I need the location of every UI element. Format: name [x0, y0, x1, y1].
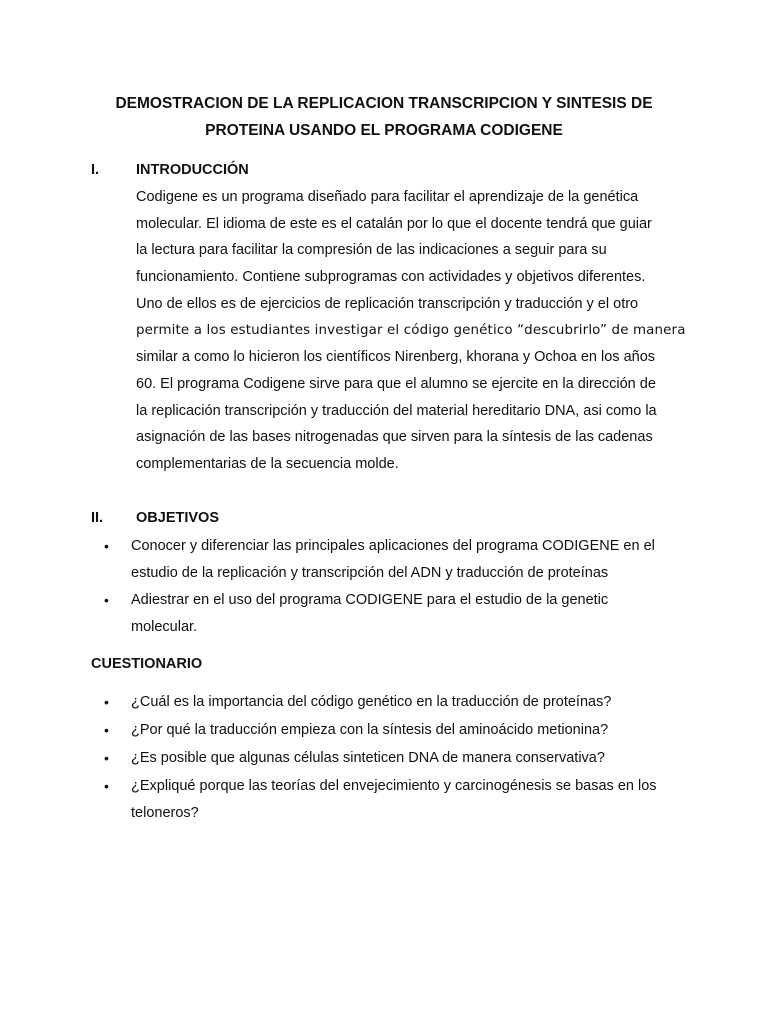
objetivos-list: [91, 533, 691, 641]
paragraph-line: permite a los estudiantes investigar el código genético “descubrirlo” de manera: [136, 322, 686, 338]
section-title: CUESTIONARIO: [91, 656, 203, 672]
title-line: DEMOSTRACION DE LA REPLICACION TRANSCRIPCION Y SINTESIS DE: [115, 95, 653, 112]
section-title: INTRODUCCIÓN: [136, 162, 249, 178]
list-item: [91, 533, 691, 587]
list-item: [91, 717, 691, 744]
document-title: [80, 91, 688, 144]
list-item-line: teloneros?: [131, 805, 199, 821]
bullet-icon: •: [104, 694, 109, 710]
bullet-icon: •: [104, 750, 109, 766]
list-item-line: Adiestrar en el uso del programa CODIGENE para el estudio de la genetic: [131, 592, 609, 608]
list-item-line: ¿Por qué la traducción empieza con la síntesis del aminoácido metionina?: [131, 722, 609, 738]
list-item: [91, 773, 691, 827]
list-item: [91, 587, 691, 641]
list-item: [91, 689, 691, 716]
introduccion-paragraph: [136, 184, 684, 478]
paragraph-line: funcionamiento. Contiene subprogramas con actividades y objetivos diferentes.: [136, 269, 646, 286]
paragraph-line: Uno de ellos es de ejercicios de replicación transcripción y traducción y el otro: [136, 295, 639, 312]
paragraph-line: similar a como lo hicieron los científicos Nirenberg, khorana y Ochoa en los años: [136, 349, 656, 366]
bullet-icon: •: [104, 722, 109, 738]
list-item-line: molecular.: [131, 619, 198, 635]
list-item-line: estudio de la replicación y transcripción del ADN y traducción de proteínas: [131, 565, 609, 581]
title-line: PROTEINA USANDO EL PROGRAMA CODIGENE: [205, 121, 563, 139]
list-item: [91, 745, 691, 772]
paragraph-line: la replicación transcripción y traducción del material hereditario DNA, asi como la: [136, 402, 657, 419]
section-number: II.: [91, 510, 104, 526]
paragraph-line: asignación de las bases nitrogenadas que sirven para la síntesis de las cadenas: [136, 429, 653, 446]
section-number: I.: [91, 162, 100, 178]
list-item-line: Conocer y diferenciar las principales aplicaciones del programa CODIGENE en el: [131, 538, 655, 554]
bullet-icon: •: [104, 778, 109, 794]
list-item-line: ¿Expliqué porque las teorías del envejecimiento y carcinogénesis se basas en los: [131, 778, 657, 794]
paragraph-line: la lectura para facilitar la compresión de las indicaciones a seguir para su: [136, 242, 607, 259]
list-item-line: ¿Cuál es la importancia del código genético en la traducción de proteínas?: [131, 694, 612, 710]
bullet-icon: •: [104, 592, 109, 608]
paragraph-line: Codigene es un programa diseñado para facilitar el aprendizaje de la genética: [136, 189, 639, 205]
paragraph-line: complementarias de la secuencia molde.: [136, 456, 399, 473]
cuestionario-list: [91, 689, 691, 828]
bullet-icon: •: [104, 538, 109, 554]
paragraph-line: molecular. El idioma de este es el catalán por lo que el docente tendrá que guiar: [136, 215, 652, 232]
paragraph-line: 60. El programa Codigene sirve para que el alumno se ejercite en la dirección de: [136, 375, 656, 392]
section-title: OBJETIVOS: [136, 510, 219, 526]
list-item-line: ¿Es posible que algunas células sinteticen DNA de manera conservativa?: [131, 750, 605, 766]
